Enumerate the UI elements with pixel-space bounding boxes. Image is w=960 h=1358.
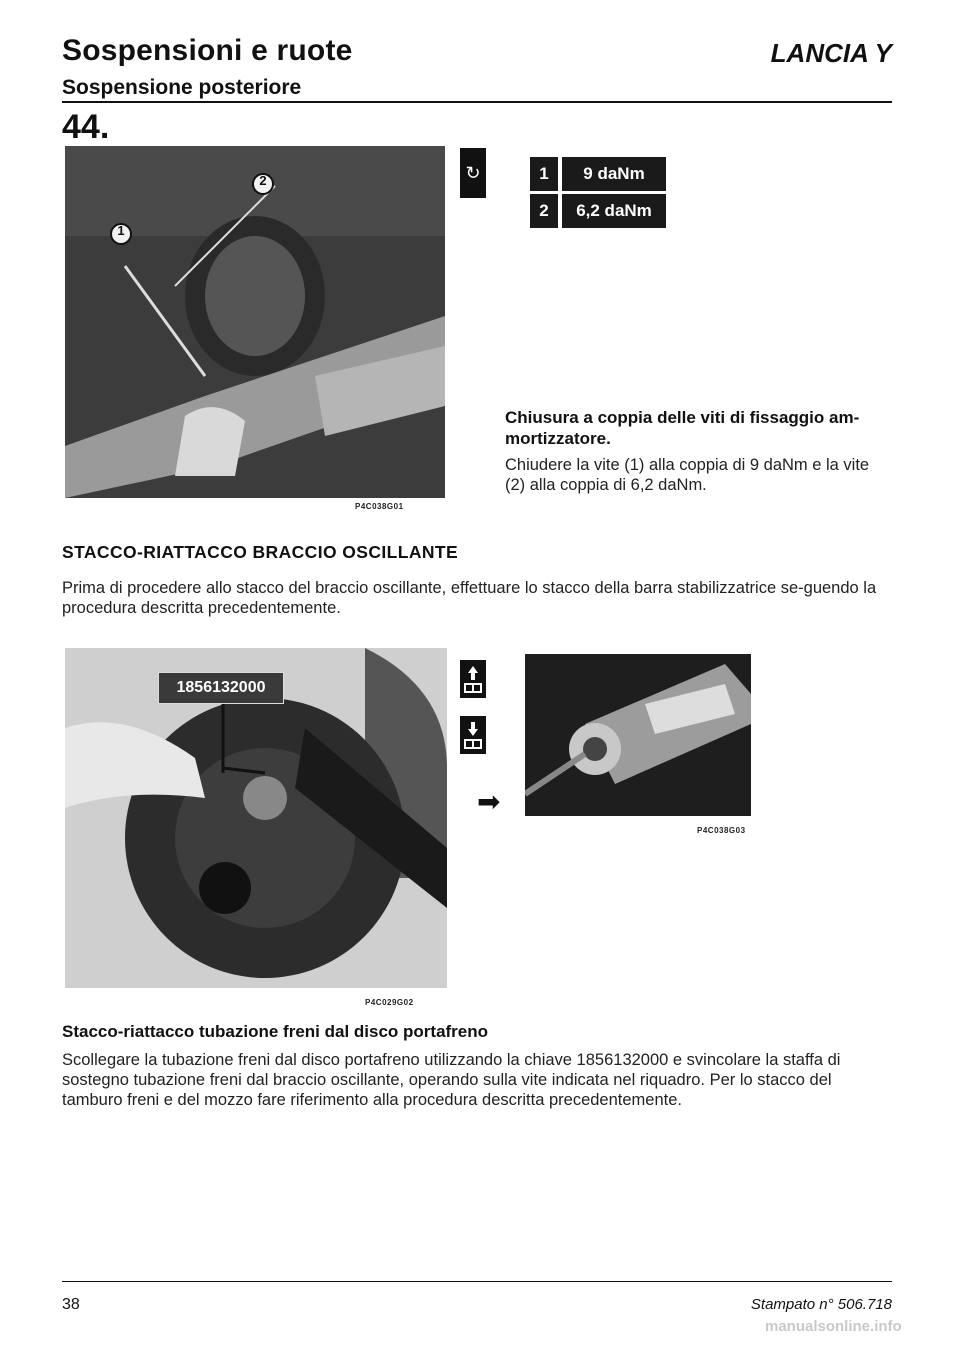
step-body: Scollegare la tubazione freni dal disco portafreno utilizzando la chiave 1856132000 e svincolare la staffa di sostegno tubazione freni dal braccio oscillante, operando sulla vite indicata nel riquadro. Per lo stacco del tamburo freni e del mozzo fare riferimento alla procedura descritta precedentemente. [62, 1051, 841, 1109]
page-title: Sospensioni e ruote [62, 34, 353, 67]
step-heading: Chiusura a coppia delle viti di fissaggio am-mortizzatore. [505, 408, 860, 448]
spec-number: 2 [530, 194, 558, 228]
section-heading: STACCO-RIATTACCO BRACCIO OSCILLANTE [62, 542, 459, 562]
header-rule [62, 101, 892, 103]
figure-caption: P4C038G01 [355, 502, 404, 511]
print-reference: Stampato n° 506.718 [750, 1296, 892, 1313]
tool-code-badge: 1856132000 [158, 672, 284, 704]
torque-spec-2 [530, 194, 666, 228]
torque-spec-1 [530, 157, 666, 191]
lift-up-icon [460, 660, 486, 698]
step-heading: Stacco-riattacco tubazione freni dal disco portafreno [62, 1022, 489, 1041]
callout-1: 1 [117, 223, 125, 238]
page-number: 38 [62, 1296, 80, 1313]
step-body: Chiudere la vite (1) alla coppia di 9 daNm e la vite (2) alla coppia di 6,2 daNm. [505, 456, 870, 494]
section-number: 44. [62, 108, 110, 146]
figure-caption: P4C038G03 [697, 826, 746, 835]
torque-wrench-icon: ↻ [460, 148, 486, 198]
figure-caption: P4C029G02 [365, 998, 414, 1007]
spec-value: 9 daNm [562, 157, 666, 191]
spec-number: 1 [530, 157, 558, 191]
callout-2: 2 [259, 173, 267, 188]
watermark: manualsonline.info [765, 1318, 902, 1335]
brand-name: LANCIA Y [770, 38, 892, 68]
page-subtitle: Sospensione posteriore [62, 76, 302, 99]
shock-absorber-photo [65, 146, 445, 498]
arrow-right-icon: ➡ [477, 786, 501, 817]
section-intro: Prima di procedere allo stacco del braccio oscillante, effettuare lo stacco della barra stabilizzatrice se-guendo la procedura descritta precedentemente. [62, 579, 877, 617]
footer-rule [62, 1281, 892, 1282]
detail-photo [525, 654, 751, 816]
spec-value: 6,2 daNm [562, 194, 666, 228]
lift-down-icon [460, 716, 486, 754]
